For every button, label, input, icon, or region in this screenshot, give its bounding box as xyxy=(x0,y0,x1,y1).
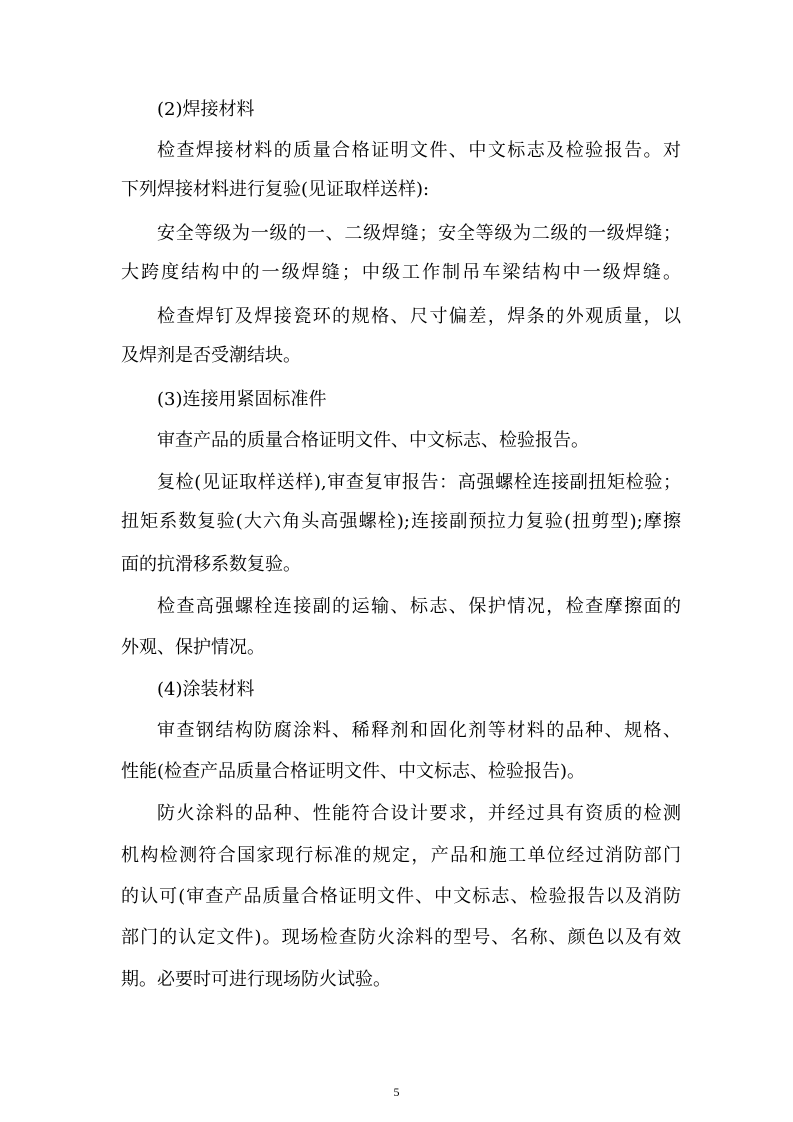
paragraph-line: 复检(见证取样送样),审查复审报告：高强螺栓连接副扭矩检验； xyxy=(157,472,681,493)
page-number: 5 xyxy=(393,1085,400,1099)
paragraph-line: 审查产品的质量合格证明文件、中文标志、检验报告。 xyxy=(157,430,589,451)
paragraph-line: 期。必要时可进行现场防火试验。 xyxy=(121,969,391,990)
paragraph-line: 安全等级为一级的一、二级焊缝；安全等级为二级的一级焊缝； xyxy=(157,223,681,244)
section-heading-fasteners: (3)连接用紧固标准件 xyxy=(157,389,327,410)
paragraph-line: 检查焊接材料的质量合格证明文件、中文标志及检验报告。对 xyxy=(157,140,681,161)
paragraph-line: 检查高强螺栓连接副的运输、标志、保护情况，检查摩擦面的 xyxy=(157,596,681,617)
paragraph-line: 下列焊接材料进行复验(见证取样送样): xyxy=(121,179,430,200)
paragraph-line: 及焊剂是否受潮结块。 xyxy=(121,345,301,366)
paragraph-line: 大跨度结构中的一级焊缝；中级工作制吊车梁结构中一级焊缝。 xyxy=(121,262,681,283)
section-heading-coating-materials: (4)涂装材料 xyxy=(157,679,255,700)
paragraph-line: 的认可(审查产品质量合格证明文件、中文标志、检验报告以及消防 xyxy=(121,886,681,907)
paragraph-line: 机构检测符合国家现行标准的规定，产品和施工单位经过消防部门 xyxy=(121,845,681,866)
paragraph-line: 审查钢结构防腐涂料、稀释剂和固化剂等材料的品种、规格、 xyxy=(157,720,681,741)
paragraph-line: 检查焊钉及焊接瓷环的规格、尺寸偏差，焊条的外观质量，以 xyxy=(157,306,681,327)
paragraph-line: 性能(检查产品质量合格证明文件、中文标志、检验报告)。 xyxy=(121,761,586,782)
paragraph-line: 扭矩系数复验(大六角头高强螺栓);连接副预拉力复验(扭剪型);摩擦 xyxy=(121,511,681,532)
paragraph-line: 部门的认定文件)。现场检查防火涂料的型号、名称、颜色以及有效 xyxy=(121,927,681,948)
paragraph-line: 外观、保护情况。 xyxy=(121,637,265,658)
paragraph-line: 面的抗滑移系数复验。 xyxy=(121,554,301,575)
paragraph-line: 防火涂料的品种、性能符合设计要求，并经过具有资质的检测 xyxy=(157,803,681,824)
section-heading-welding-materials: (2)焊接材料 xyxy=(157,99,255,120)
